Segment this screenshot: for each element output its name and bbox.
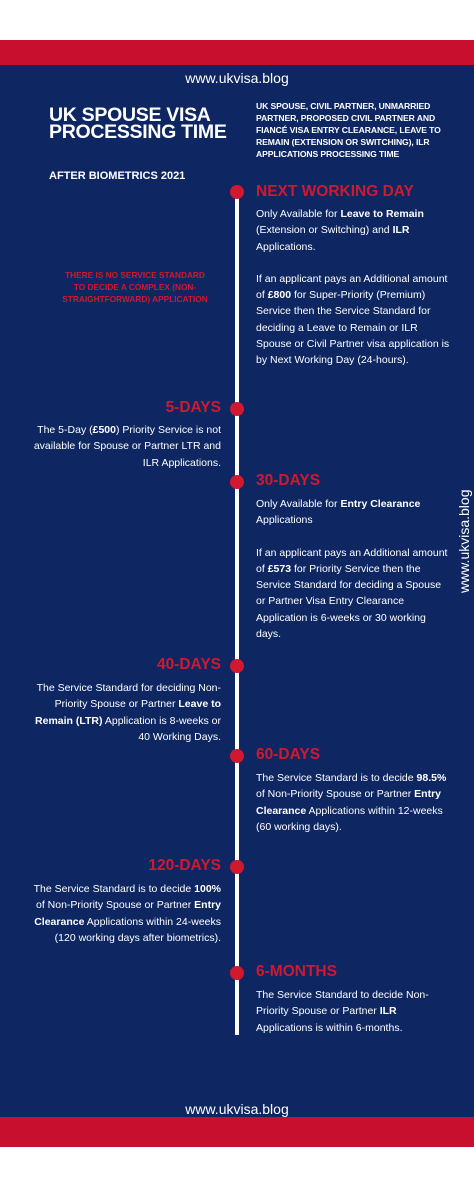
- timeline-dot: [230, 749, 244, 763]
- text: Applications.: [256, 240, 316, 253]
- bold-text: Entry Clearance: [256, 788, 441, 817]
- bold-text: Entry Clearance: [34, 899, 221, 928]
- timeline-dot: [230, 659, 244, 673]
- timeline-paragraph: [26, 422, 221, 471]
- text: Application is 8-weeks or 40 Working Days.: [102, 714, 221, 743]
- top-red-stripe: [0, 40, 474, 65]
- text: The Service Standard to decide Non-Priority Spouse or Partner: [256, 989, 429, 1018]
- timeline-dot: [230, 860, 244, 874]
- timeline-text-120-days: [26, 881, 221, 946]
- text: of Non-Priority Spouse or Partner: [36, 899, 195, 912]
- site-url-bottom[interactable]: www.ukvisa.blog: [185, 1101, 289, 1117]
- bold-text: 100%: [194, 883, 221, 895]
- text: The Service Standard for deciding Non-Priority Spouse or Partner: [36, 682, 221, 711]
- timeline-text-60-days: [256, 770, 451, 835]
- site-url-top[interactable]: www.ukvisa.blog: [185, 70, 289, 86]
- timeline-heading-next-working-day: NEXT WORKING DAY: [256, 183, 414, 200]
- timeline-line: [235, 190, 239, 1035]
- text: The Service Standard is to decide: [256, 772, 417, 784]
- bold-text: £573: [267, 562, 292, 575]
- timeline-paragraph: [256, 496, 451, 529]
- bold-text: £500: [92, 424, 116, 436]
- text: Applications within 24-weeks (120 working days after biometrics).: [54, 915, 221, 944]
- timeline-paragraph: [256, 271, 451, 369]
- bold-text: Entry Clearance: [340, 498, 421, 510]
- text: Only Available for: [256, 498, 341, 510]
- bold-text: ILR: [392, 224, 410, 237]
- timeline-heading-120-days: 120-DAYS: [148, 857, 221, 874]
- bold-text: 98.5%: [416, 772, 447, 784]
- text: Applications within 12-weeks (60 working days).: [256, 804, 443, 833]
- text: The Service Standard is to decide: [33, 883, 195, 895]
- timeline-dot: [230, 966, 244, 980]
- timeline-paragraph: [26, 881, 221, 946]
- bold-text: Leave to Remain: [340, 208, 424, 220]
- timeline-heading-40-days: 40-DAYS: [156, 656, 221, 673]
- text: If an applicant pays an Additional amount of: [256, 272, 448, 302]
- text: (Extension or Switching) and: [256, 224, 393, 237]
- timeline-text-40-days: [26, 680, 221, 745]
- timeline-text-30-days: [256, 496, 451, 642]
- timeline-text-6-months: [256, 987, 451, 1036]
- page-title: UK SPOUSE VISA PROCESSING TIME: [49, 104, 227, 143]
- text: ) Priority Service is not available for Spouse or Partner LTR and ILR Applications.: [33, 424, 221, 469]
- timeline-paragraph: [256, 770, 451, 835]
- timeline-text-next-working-day: [256, 206, 451, 369]
- page-subtitle: AFTER BIOMETRICS 2021: [49, 170, 186, 182]
- timeline-paragraph: [26, 680, 221, 745]
- timeline-dot: [230, 185, 244, 199]
- timeline-heading-60-days: 60-DAYS: [256, 746, 321, 763]
- timeline-dot: [230, 475, 244, 489]
- complex-application-notice: THERE IS NO SERVICE STANDARD TO DECIDE A COMPLEX (NON-STRAIGHTFORWARD) APPLICATION: [62, 270, 208, 304]
- text: for Super-Priority (Premium) Service then the Service Standard for deciding a Leave to Remain or ILR Spouse or Civil Partner visa application is by Next Working Day (24-hours).: [256, 289, 450, 367]
- timeline-text-5-days: [26, 422, 221, 471]
- timeline-dot: [230, 402, 244, 416]
- timeline-paragraph: [256, 987, 451, 1036]
- site-url-vertical[interactable]: www.ukvisa.blog: [456, 489, 472, 593]
- timeline-heading-30-days: 30-DAYS: [256, 472, 321, 489]
- text: Only Available for: [256, 208, 341, 220]
- timeline-paragraph: [256, 545, 451, 643]
- bold-text: £800: [267, 289, 292, 302]
- bold-text: ILR: [379, 1005, 397, 1018]
- timeline-paragraph: [256, 206, 451, 255]
- text: Applications is within 6-months.: [256, 1021, 403, 1034]
- text: Applications: [256, 514, 313, 527]
- text: of Non-Priority Spouse or Partner: [256, 788, 415, 801]
- text: If an applicant pays an Additional amount of: [256, 546, 448, 575]
- text: The 5-Day (: [37, 424, 93, 436]
- text: for Priority Service then the Service Standard for deciding a Spouse or Partner Visa Entry Clearance Application is 6-weeks or 30 working days.: [256, 562, 442, 641]
- bottom-red-stripe: [0, 1117, 474, 1147]
- bold-text: Leave to Remain (LTR): [35, 698, 221, 727]
- description-text: UK SPOUSE, CIVIL PARTNER, UNMARRIED PARTNER, PROPOSED CIVIL PARTNER AND FIANCÉ VISA ENTRY CLEARANCE, LEAVE TO REMAIN (EXTENSION OR SWITCHING), ILR APPLICATIONS PROCESSING TIME: [256, 101, 441, 159]
- timeline-heading-5-days: 5-DAYS: [165, 399, 221, 416]
- timeline-heading-6-months: 6-MONTHS: [256, 963, 337, 980]
